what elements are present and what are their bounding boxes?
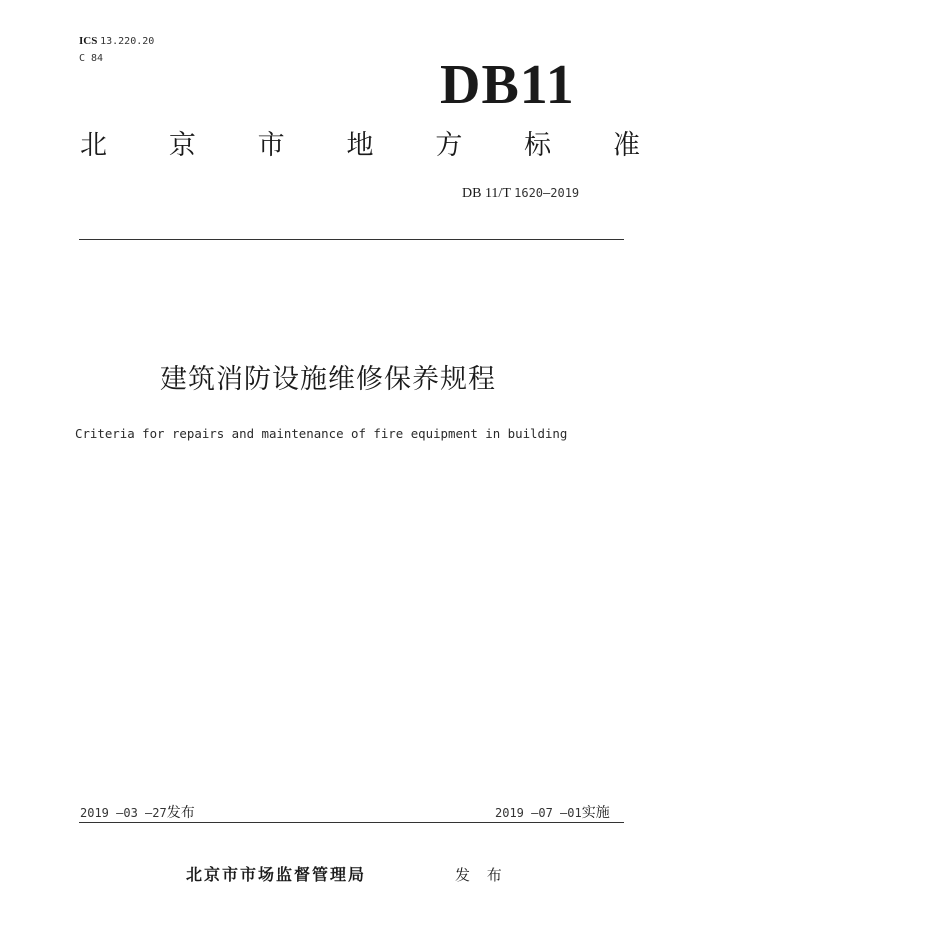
title-char: 市 [257,130,285,161]
implement-label: 实施 [581,805,610,821]
issuing-authority: 北京市市场监督管理局 [186,865,367,884]
standard-type-title [80,128,640,164]
top-divider [79,239,624,240]
implement-date-line [495,804,610,822]
standard-number-prefix: DB 11/T [462,186,511,201]
publish-date: 2019 —03 —27 [80,806,167,820]
standard-number-value: 1620—2019 [514,186,580,200]
standard-number [462,184,579,203]
title-char: 标 [524,130,552,161]
document-title-zh: 建筑消防设施维修保养规程 [160,364,496,395]
publish-date-line [80,804,195,822]
classification-code: C 84 [79,53,104,64]
publish-label: 发布 [166,805,195,821]
ics-code: 13.220.20 [100,36,155,47]
title-char: 地 [346,130,374,161]
title-char: 京 [168,130,196,161]
issue-label: 发 布 [455,866,508,884]
title-char: 北 [80,130,107,161]
ics-label: ICS [79,35,98,47]
ics-line [79,34,154,49]
title-char: 准 [612,130,640,161]
implement-date: 2019 —07 —01 [495,806,582,820]
title-char: 方 [435,130,463,161]
db-mark: DB11 [440,54,575,116]
bottom-divider [79,822,624,823]
document-title-en: Criteria for repairs and maintenance of fire equipment in building [75,426,568,441]
